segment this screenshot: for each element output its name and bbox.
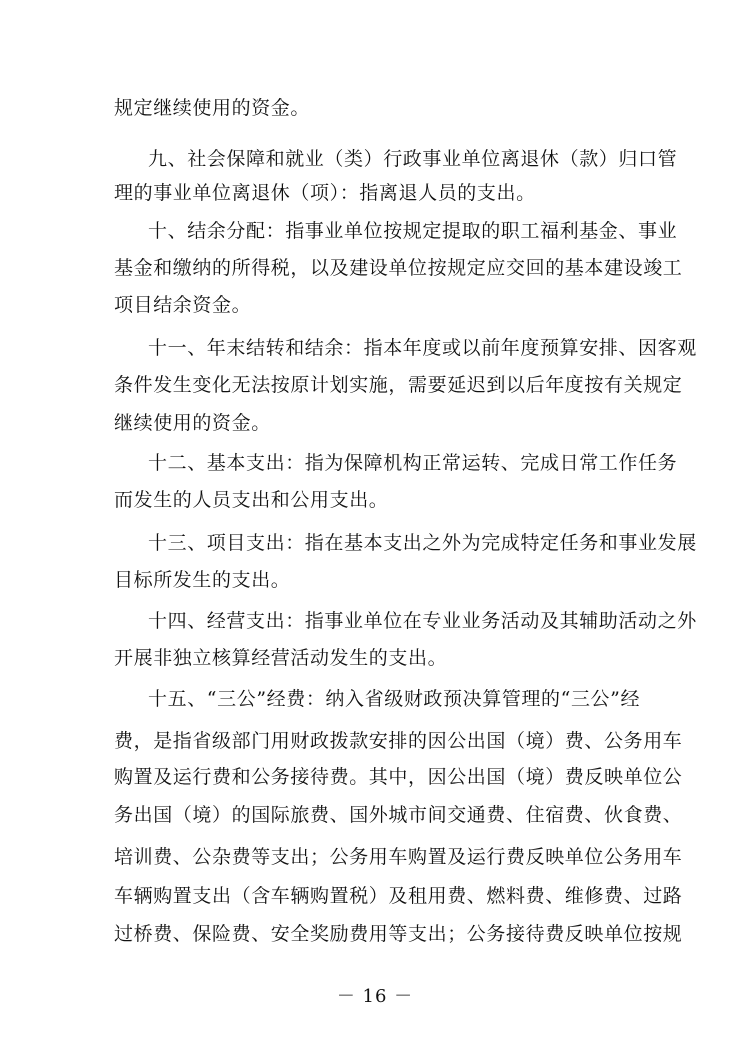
text-line: 条件发生变化无法按原计划实施，需要延迟到以后年度按有关规定 (114, 374, 683, 396)
paragraph-start-line: 十、结余分配：指事业单位按规定提取的职工福利基金、事业 (148, 220, 678, 242)
text-line: 继续使用的资金。 (114, 412, 271, 434)
text-line: 规定继续使用的资金。 (114, 97, 311, 119)
text-line: 购置及运行费和公务接待费。其中，因公出国（境）费反映单位公 (114, 766, 683, 788)
paragraph-start-line: 十一、年末结转和结余：指本年度或以前年度预算安排、因客观 (148, 337, 697, 359)
page-number: － 16 － (336, 986, 414, 1007)
text-line: 费，是指省级部门用财政拨款安排的因公出国（境）费、公务用车 (114, 730, 683, 752)
text-line: 过桥费、保险费、安全奖励费用等支出；公务接待费反映单位按规 (114, 923, 683, 945)
text-line: 培训费、公杂费等支出；公务用车购置及运行费反映单位公务用车 (114, 846, 683, 868)
paragraph-start-line: 十四、经营支出：指事业单位在专业业务活动及其辅助活动之外 (148, 610, 697, 632)
paragraph-start-line: 十二、基本支出：指为保障机构正常运转、完成日常工作任务 (148, 452, 678, 474)
text-line: 务出国（境）的国际旅费、国外城市间交通费、住宿费、伙食费、 (114, 804, 683, 826)
paragraph-start-line: 十五、“三公”经费：纳入省级财政预决算管理的“三公”经 (148, 688, 641, 710)
text-line: 开展非独立核算经营活动发生的支出。 (114, 647, 448, 669)
paragraph-start-line: 九、社会保障和就业（类）行政事业单位离退休（款）归口管 (148, 148, 678, 170)
text-line: 项目结余资金。 (114, 294, 252, 316)
text-line: 车辆购置支出（含车辆购置税）及租用费、燃料费、维修费、过路 (114, 885, 683, 907)
text-line: 理的事业单位离退休（项）：指离退人员的支出。 (114, 182, 536, 204)
text-line: 基金和缴纳的所得税，以及建设单位按规定应交回的基本建设竣工 (114, 257, 683, 279)
paragraph-start-line: 十三、项目支出：指在基本支出之外为完成特定任务和事业发展 (148, 532, 697, 554)
text-line: 目标所发生的支出。 (114, 569, 291, 591)
text-line: 而发生的人员支出和公用支出。 (114, 489, 389, 511)
